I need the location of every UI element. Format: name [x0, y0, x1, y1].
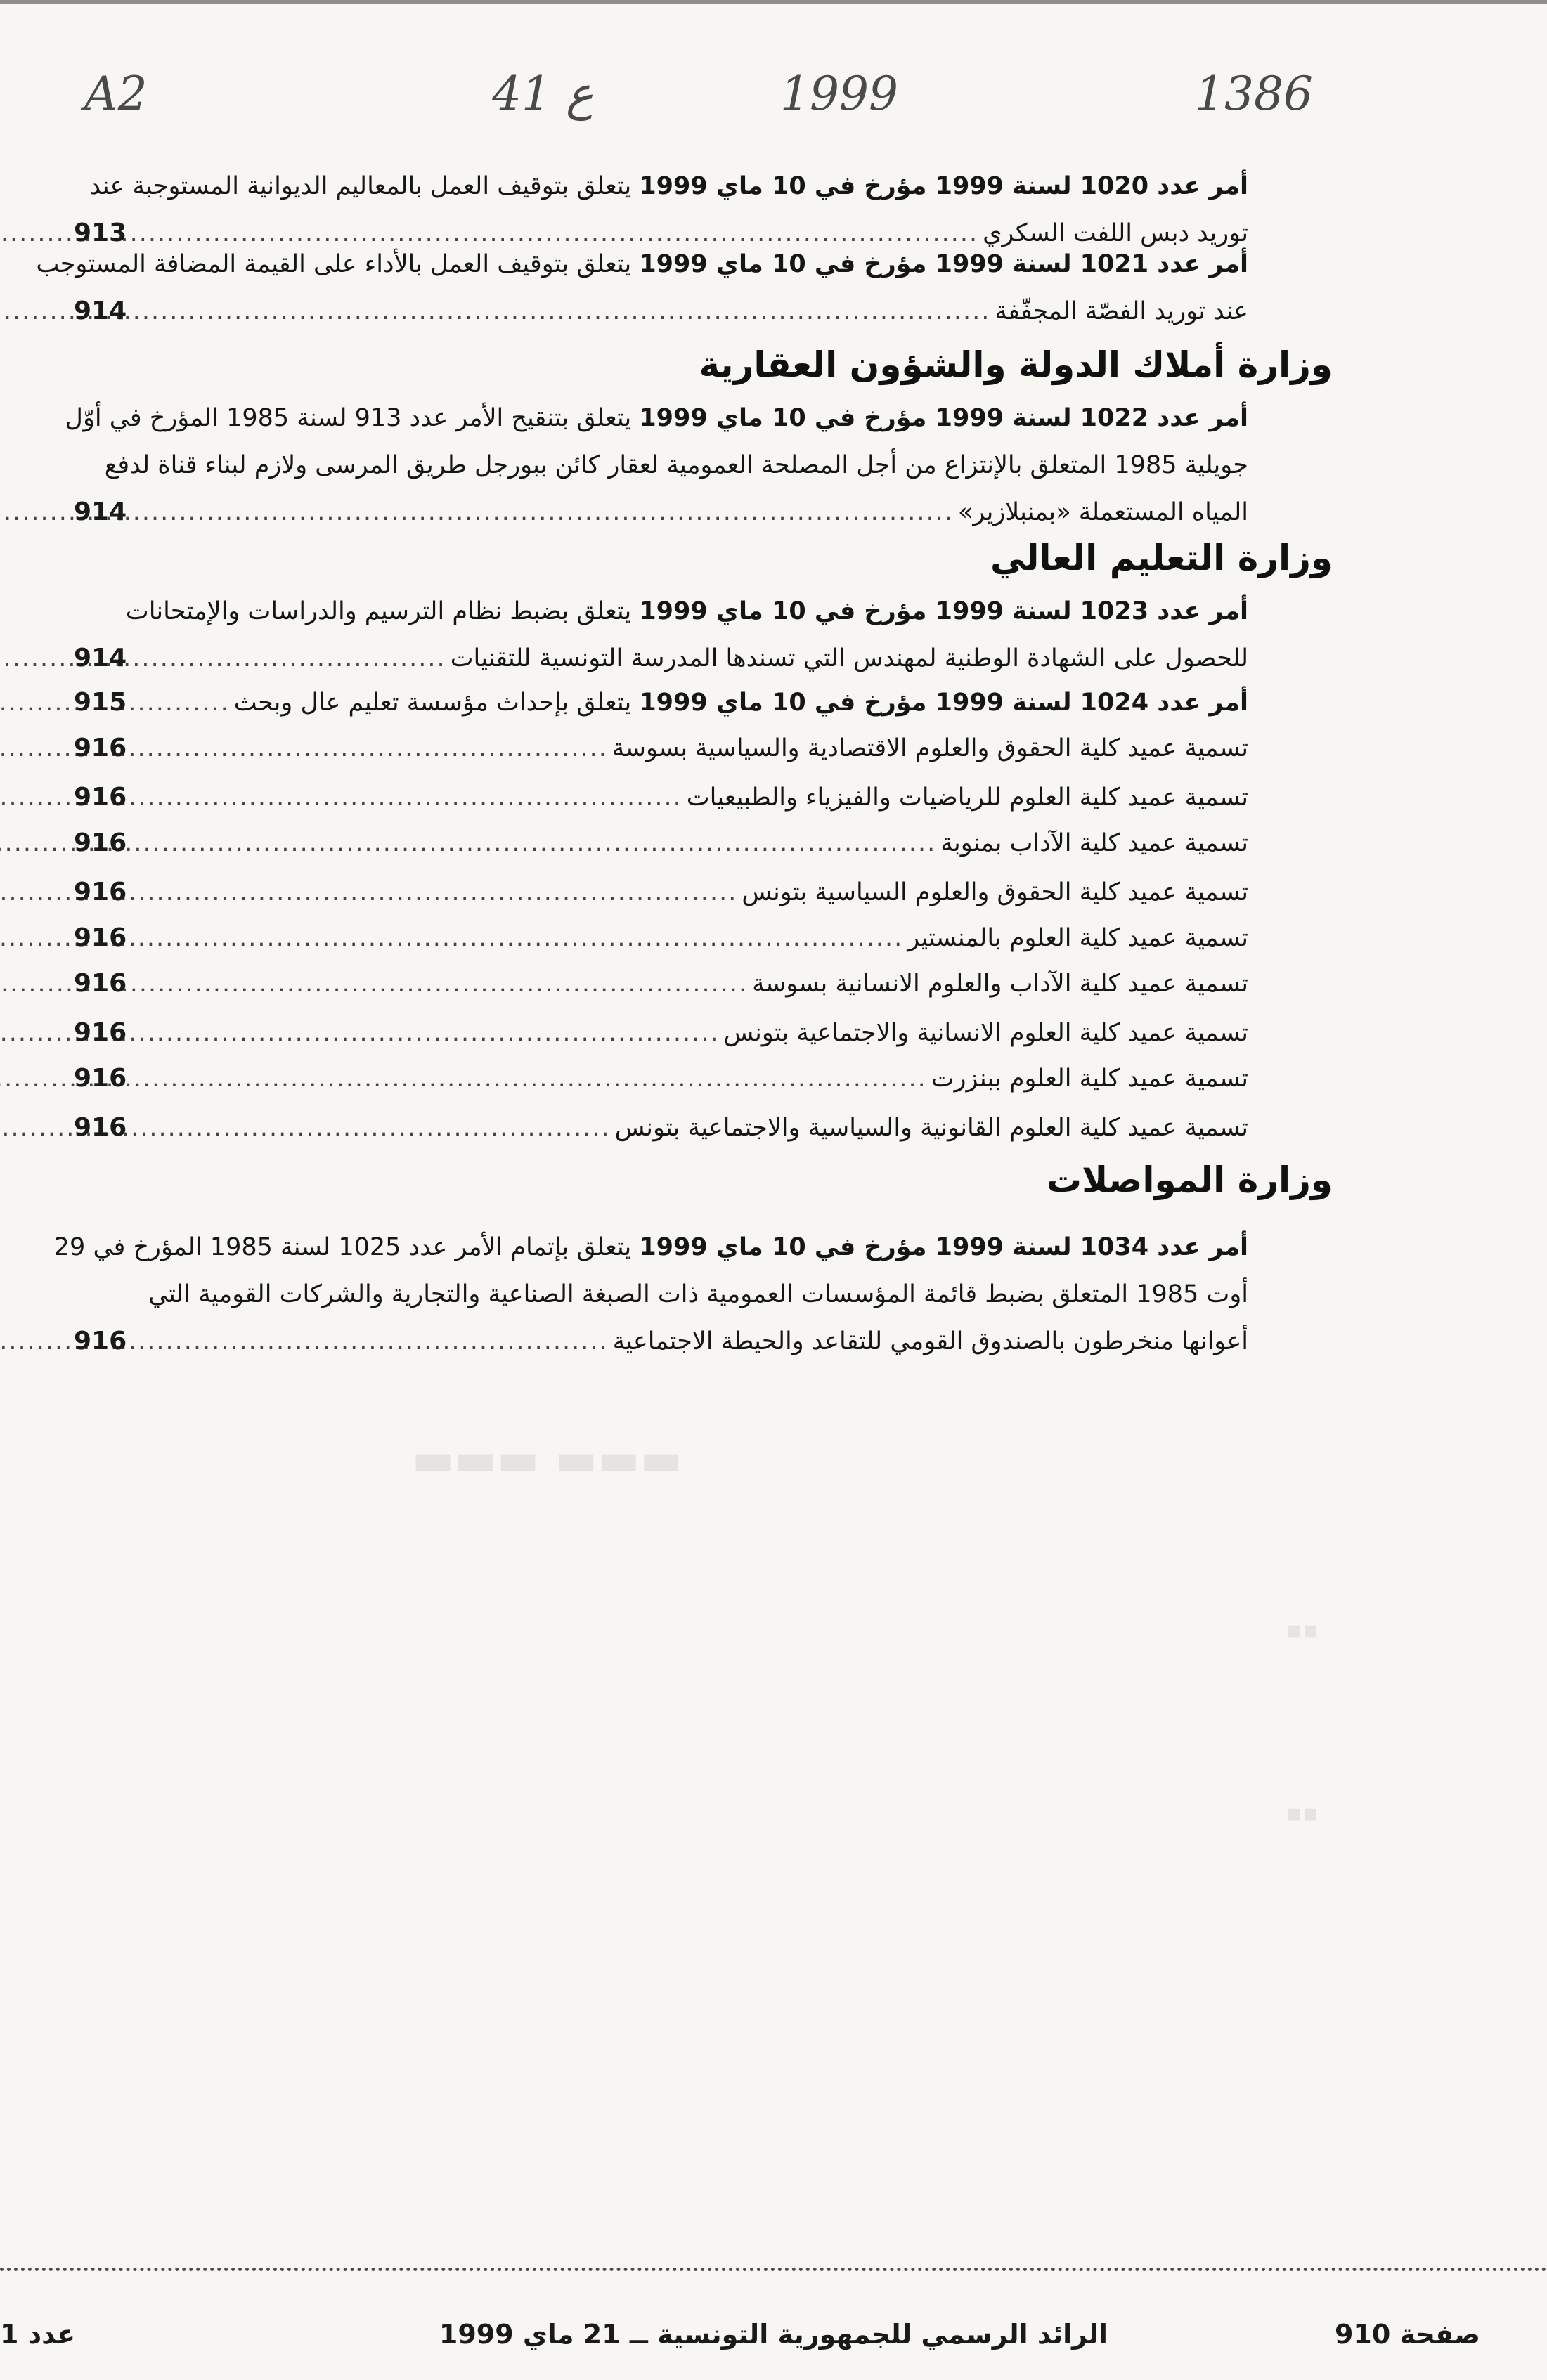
page-number: 916 [74, 1327, 127, 1355]
toc-entry-text: أوت 1985 المتعلق بضبط قائمة المؤسسات العمومية ذات الصبغة الصناعية والتجارية والشركات القومية التي [148, 1280, 1248, 1308]
toc-entry-text: تسمية عميد كلية العلوم الانسانية والاجتماعية بتونس [723, 1019, 1248, 1047]
page-number: 916 [74, 969, 127, 998]
page-number: 916 [74, 1018, 127, 1047]
toc-entry-text: أعوانها منخرطون بالصندوق القومي للتقاعد والحيطة الاجتماعية [612, 1327, 1248, 1355]
dot-leader [0, 822, 940, 864]
toc-entry-text: أمر عدد 1034 لسنة 1999 مؤرخ في 10 ماي 1999 يتعلق بإتمام الأمر عدد 1025 لسنة 1985 المؤرخ في 29 [53, 1233, 1248, 1261]
handwritten-note-c: 1999 [780, 67, 898, 121]
toc-entry-text: جويلية 1985 المتعلق بالإنتزاع من أجل المصلحة العمومية لعقار كائن ببورجل طريق المرسى ولازم لبناء قناة لدفع [104, 451, 1248, 479]
toc-entry-text: توريد دبس اللفت السكري [983, 219, 1248, 247]
toc-entry-text: أمر عدد 1024 لسنة 1999 مؤرخ في 10 ماي 1999 يتعلق بإحداث مؤسسة تعليم عال وبحث [233, 689, 1248, 717]
toc-entry-line [65, 397, 1248, 439]
toc-entry-text: أمر عدد 1023 لسنة 1999 مؤرخ في 10 ماي 1999 يتعلق بضبط نظام الترسيم والدراسات والإمتحانات [125, 597, 1248, 625]
section-heading: وزارة التعليم العالي [990, 538, 1333, 578]
toc-entry-text: تسمية عميد كلية الآداب والعلوم الانسانية بسوسة [752, 970, 1248, 998]
handwritten-note-a: A2 [84, 67, 148, 121]
dot-leader [0, 637, 451, 679]
dot-leader [0, 1058, 931, 1100]
footer-issue: عدد 1 [0, 2319, 76, 2350]
toc-entry-text: تسمية عميد كلية العلوم القانونية والسياسية والاجتماعية بتونس [614, 1114, 1248, 1142]
section-heading: وزارة أملاك الدولة والشؤون العقارية [699, 344, 1333, 385]
toc-entry-line [148, 1107, 1248, 1149]
dot-leader [0, 491, 958, 533]
toc-entry-line [104, 444, 1248, 486]
page-number: 916 [74, 1113, 127, 1142]
toc-entry-line [148, 290, 1248, 332]
toc-entry-text: المياه المستعملة «بمنبلازير» [957, 498, 1248, 526]
toc-entry-line [36, 243, 1248, 285]
toc-entry-text: تسمية عميد كلية العلوم للرياضيات والفيزياء والطبيعيات [686, 783, 1248, 812]
toc-entry-text: تسمية عميد كلية الآداب بمنوبة [940, 829, 1248, 857]
page-number: 914 [74, 644, 127, 672]
footer-rule [0, 2268, 1547, 2271]
footer-publication: الرائد الرسمي للجمهورية التونسية ــ 21 ماي 1999 [439, 2319, 1108, 2350]
dot-leader [0, 290, 995, 332]
toc-entry-text: تسمية عميد كلية الحقوق والعلوم الاقتصادية والسياسية بسوسة [611, 734, 1248, 762]
page-number: 916 [74, 828, 127, 857]
toc-entry-line [148, 727, 1248, 769]
toc-entry-line [148, 491, 1248, 533]
toc-entry-line [148, 1012, 1248, 1054]
toc-entry-line [148, 682, 1248, 724]
toc-entry-line [125, 590, 1248, 632]
toc-entry-line [148, 1058, 1248, 1100]
handwritten-note-d: 1386 [1195, 67, 1313, 121]
toc-entry-text: للحصول على الشهادة الوطنية لمهندس التي تسندها المدرسة التونسية للتقنيات [450, 644, 1248, 672]
page-number: 916 [74, 783, 127, 812]
toc-entry-line [148, 917, 1248, 959]
toc-entry-text: عند توريد الفصّة المجفّفة [995, 297, 1248, 325]
section-heading: وزارة المواصلات [1046, 1159, 1333, 1200]
toc-entry-line [148, 963, 1248, 1005]
toc-entry-text: أمر عدد 1020 لسنة 1999 مؤرخ في 10 ماي 1999 يتعلق بتوقيف العمل بالمعاليم الديوانية المستوجبة عند [89, 172, 1248, 200]
page-number: 914 [74, 498, 127, 526]
toc-entry-line [148, 776, 1248, 819]
ghost-number: ▪▪ [1286, 1799, 1319, 1827]
toc-entry-line [148, 822, 1248, 864]
ghost-number: ▪▪ [1286, 1616, 1319, 1644]
toc-entry-line [148, 871, 1248, 913]
page-number: 915 [74, 688, 127, 717]
toc-entry-line [148, 1273, 1248, 1315]
footer-page-label: صفحة 910 [1334, 2319, 1480, 2350]
page-number: 914 [74, 297, 127, 325]
page-number: 916 [74, 923, 127, 952]
toc-entry-line [89, 165, 1248, 207]
toc-entry-line [53, 1226, 1248, 1268]
toc-entry-text: أمر عدد 1022 لسنة 1999 مؤرخ في 10 ماي 1999 يتعلق بتنقيح الأمر عدد 913 لسنة 1985 المؤرخ في أوّل [65, 404, 1248, 432]
toc-entry-text: أمر عدد 1021 لسنة 1999 مؤرخ في 10 ماي 1999 يتعلق بتوقيف العمل بالأداء على القيمة المضافة المستوجب [36, 250, 1248, 278]
ghost-heading: ▬▬▬ ▬▬▬ [411, 1433, 682, 1485]
page-number: 916 [74, 878, 127, 906]
toc-entry-text: تسمية عميد كلية العلوم ببنزرت [931, 1065, 1248, 1093]
top-rule [0, 0, 1547, 4]
toc-entry-text: تسمية عميد كلية العلوم بالمنستير [907, 924, 1248, 952]
page-number: 916 [74, 1064, 127, 1093]
toc-entry-text: تسمية عميد كلية الحقوق والعلوم السياسية بتونس [742, 878, 1248, 906]
toc-entry-line [148, 1320, 1248, 1363]
page-number: 916 [74, 734, 127, 762]
page-number: 913 [74, 219, 127, 247]
handwritten-note-b: 41 ع [492, 67, 594, 121]
toc-entry-line [148, 637, 1248, 679]
